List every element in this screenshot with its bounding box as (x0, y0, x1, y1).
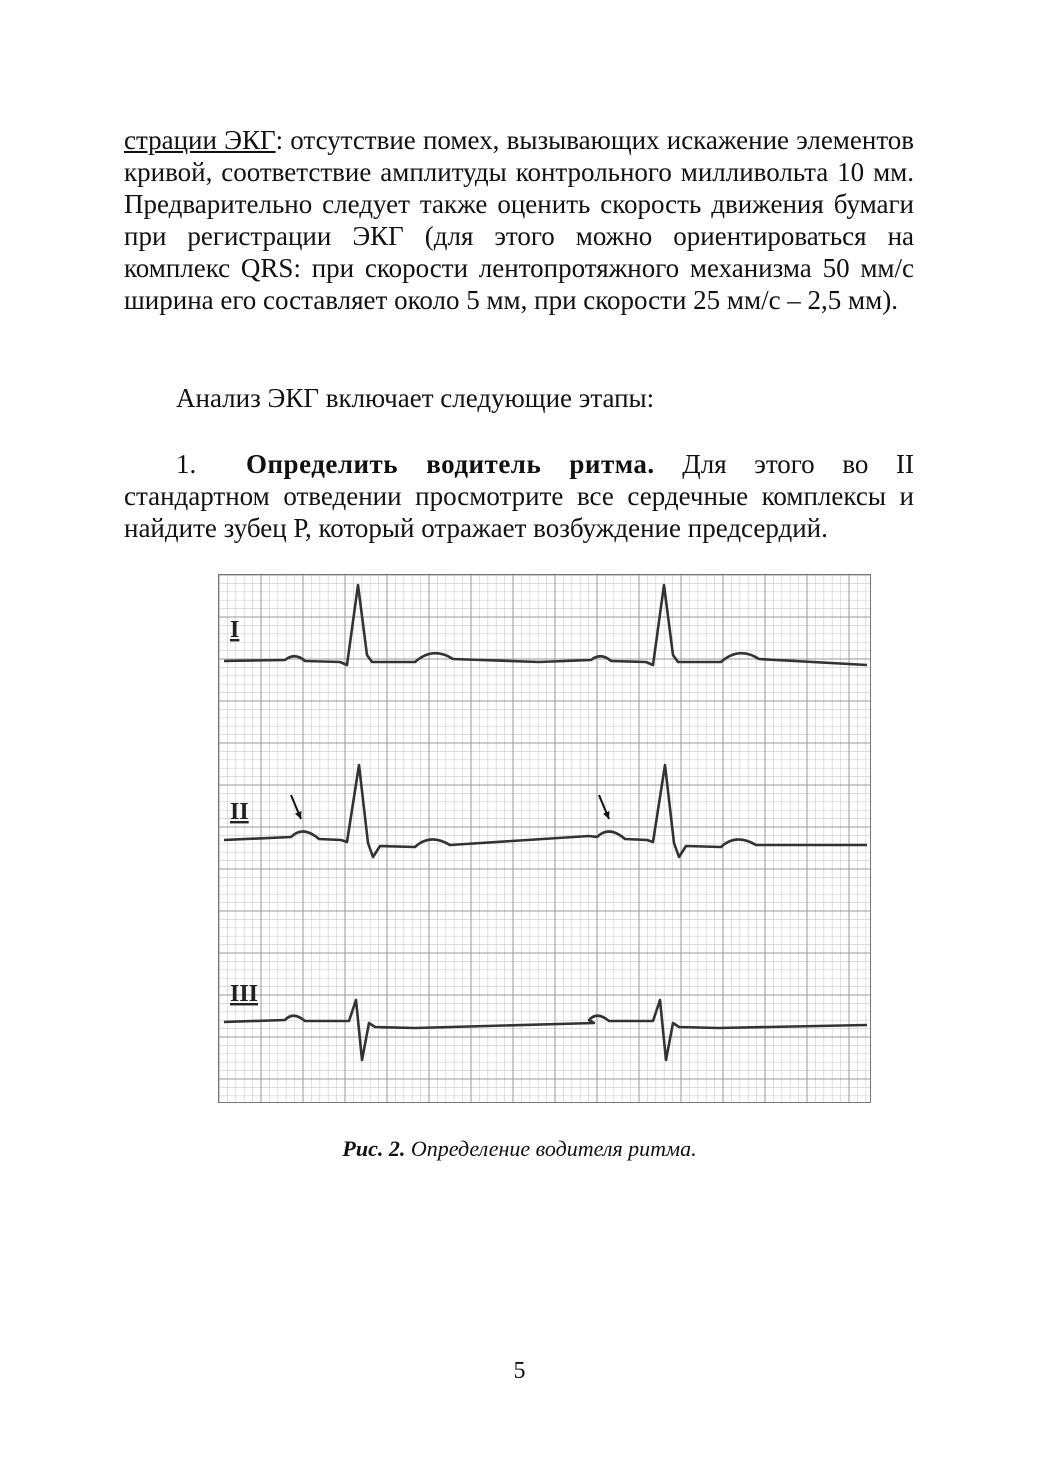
paragraph-registration-quality (124, 124, 914, 316)
lead-label: II (230, 799, 249, 825)
lead-ii-trace (224, 765, 867, 857)
underlined-text: страции ЭКГ (124, 125, 276, 155)
lead-i-trace (224, 585, 867, 665)
p-wave-arrows (291, 795, 609, 819)
paragraph-text: Для этого во II стандартном отведении просмотрите все сердечные комплексы и найдите зубец Р, который отражает возбуждение предсердий. (124, 449, 915, 543)
paragraph-text: Анализ ЭКГ включает следующие этапы: (176, 383, 655, 413)
list-number: 1. (176, 449, 197, 479)
lead-label: III (230, 981, 259, 1007)
ecg-strip (219, 575, 870, 1102)
caption-text: Определение водителя ритма. (405, 1136, 697, 1161)
lead-iii-trace (224, 1000, 867, 1060)
caption-number: Рис. 2. (342, 1136, 406, 1161)
lead-label: I (230, 617, 240, 643)
ecg-traces (224, 585, 867, 1060)
step-heading: Определить водитель ритма. (246, 449, 655, 479)
paragraph-text: : отсутствие помех, вызывающих искажение элементов кривой, соответствие амплитуды контрольного милливольта 10 мм. Предварительно следует также оценить скорость движения бумаги при регистрации ЭКГ (для этого можно ориентироваться на комплекс QRS: при скорости лентопротяжного механизма 50 мм/с ширина его составляет около 5 мм, при скорости 25 мм/с – 2,5 мм). (124, 125, 915, 315)
ecg-figure (218, 574, 871, 1103)
paragraph-analysis-steps (124, 382, 914, 414)
paragraph-step-1 (124, 448, 914, 544)
figure-caption (0, 1136, 1039, 1162)
page-number: 5 (513, 1358, 526, 1384)
